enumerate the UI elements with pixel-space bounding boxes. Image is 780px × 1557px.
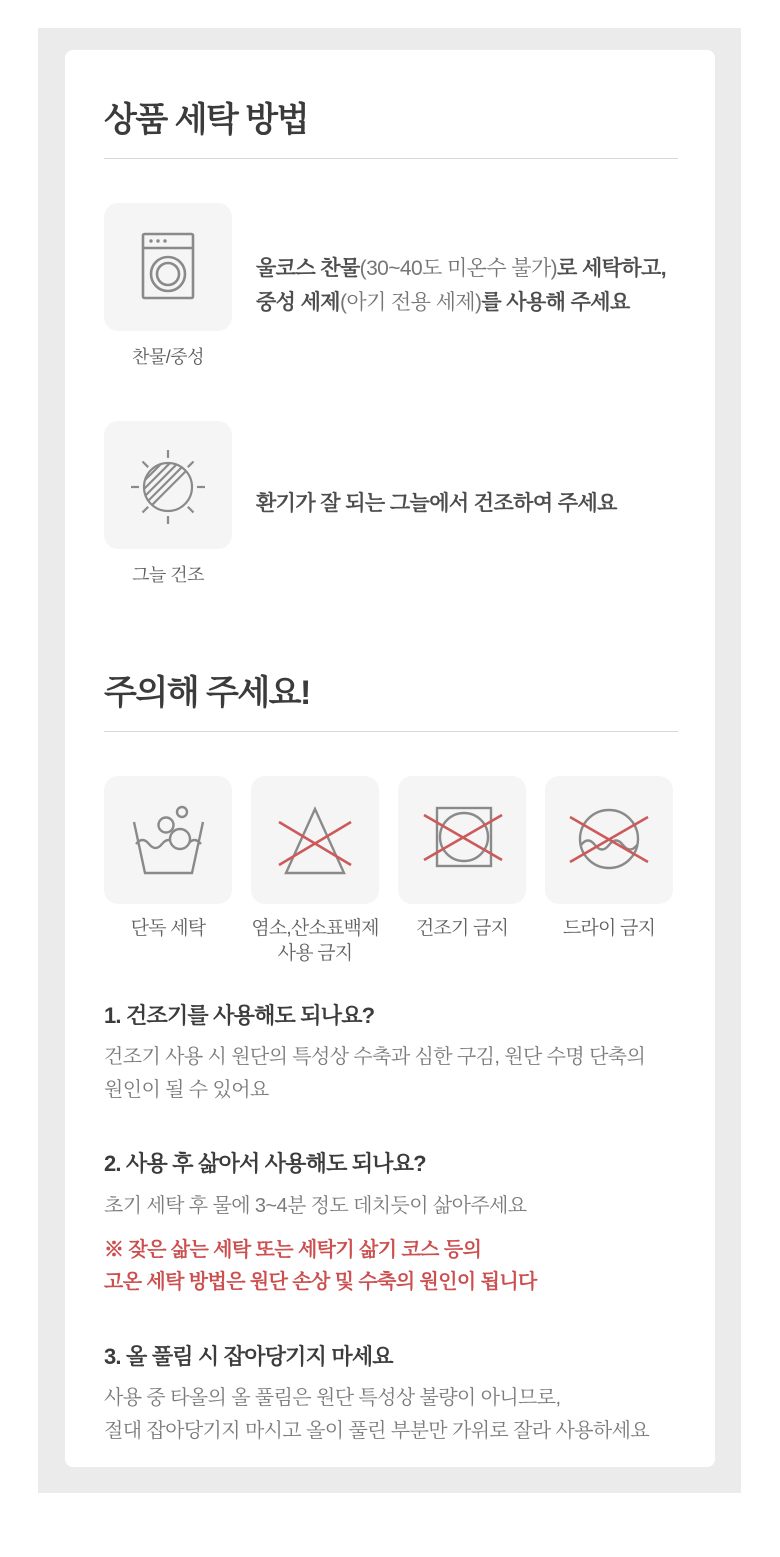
caution-item-no-dry-clean [545,776,673,966]
shade-dry-icon [104,421,232,549]
caution-item-wash-alone [104,776,232,966]
wash-instruction-line-1: 울코스 찬물(30~40도 미온수 불가)로 세탁하고, [256,256,666,280]
faq-answer: 사용 중 타올의 올 풀림은 원단 특성상 불량이 아니므로, 절대 잡아당기지 마시고 올이 풀린 부분만 가위로 잘라 사용하세요 [104,1387,650,1442]
faq-item-loose-threads [104,1343,678,1447]
method-label-cold-neutral: 찬물/중성 [131,346,205,367]
wash-method-row-shade-dry [104,421,678,587]
faq-item-dryer [104,1002,678,1106]
caution-item-no-dryer [398,776,526,966]
caution-label: 염소,산소표백제 사용 금지 [251,917,379,964]
faq-list [104,1002,678,1447]
caution-item-no-bleach [251,776,379,966]
wash-instruction-line-2: 중성 세제(아기 전용 세제)를 사용해 주세요 [256,290,630,314]
divider [104,158,678,159]
faq-warning-note: ※ 잦은 삶는 세탁 또는 세탁기 삶기 코스 등의 고온 세탁 방법은 원단 손상 및 수축의 원인이 됩니다 [104,1238,537,1294]
faq-question: 3. 올 풀림 시 잡아당기지 마세요 [104,1343,393,1369]
shade-dry-instruction-line: 환기가 잘 되는 그늘에서 건조하여 주세요 [256,491,617,515]
caution-label: 건조기 금지 [415,917,509,939]
faq-question: 1. 건조기를 사용해도 되나요? [104,1002,375,1028]
faq-answer: 건조기 사용 시 원단의 특성상 수축과 심한 구김, 원단 수명 단축의 원인이 될 수 있어요 [104,1046,646,1101]
wash-method-row-machine [104,203,678,369]
faq-item-boiling [104,1150,678,1299]
faq-answer: 초기 세탁 후 물에 3~4분 정도 데치듯이 삶아주세요 [104,1194,527,1217]
shade-dry-method-text [256,421,617,587]
method-icon-column [104,203,232,369]
care-instructions-card [65,50,715,1467]
washing-machine-icon [104,203,232,331]
method-label-shade-dry: 그늘 건조 [131,564,205,585]
no-dry-cleaning-icon [545,776,673,904]
wash-section-title: 상품 세탁 방법 [104,101,308,139]
faq-question: 2. 사용 후 삶아서 사용해도 되나요? [104,1151,426,1177]
gray-panel [38,28,741,1493]
caution-section-title: 주의해 주세요! [104,673,310,712]
caution-symbols-row [104,776,678,966]
wash-method-text [256,203,666,369]
no-tumble-dryer-icon [398,776,526,904]
wash-alone-basin-icon [104,776,232,904]
divider [104,731,678,732]
method-icon-column [104,421,232,587]
no-bleach-icon [251,776,379,904]
caution-label: 드라이 금지 [562,917,656,939]
caution-label: 단독 세탁 [130,917,206,939]
